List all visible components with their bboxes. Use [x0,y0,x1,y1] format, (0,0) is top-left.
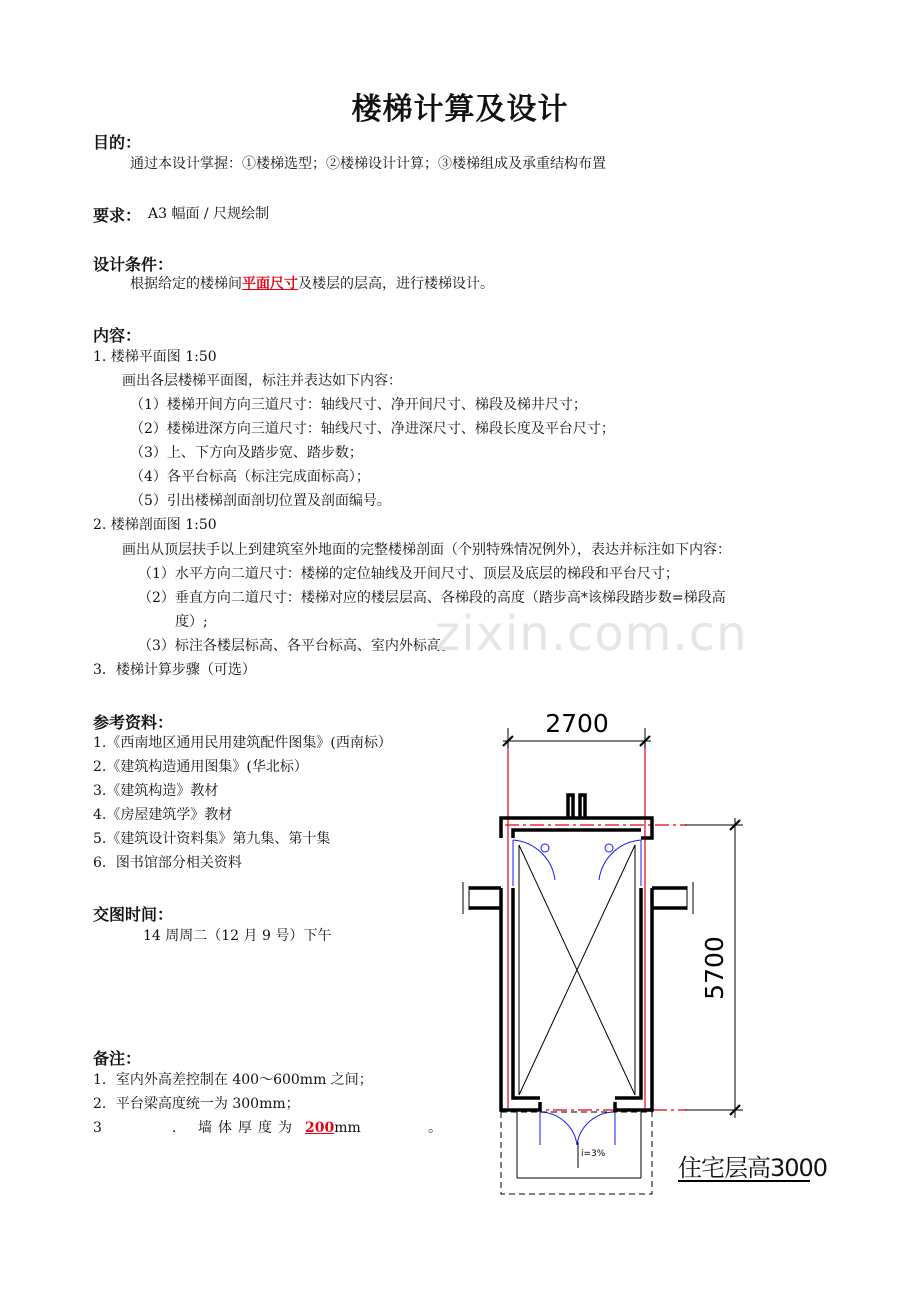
note-item: 1．室内外高差控制在 400～600mm 之间； [93,1072,373,1088]
references-heading: 参考资料： [93,713,174,732]
content-item3: 3．楼梯计算步骤（可选） [93,662,256,678]
reference-item: 2.《建筑构造通用图集》(华北标） [93,759,308,775]
deadline-text: 14 周周二（12 月 9 号）下午 [143,928,332,944]
reference-item: 6．图书馆部分相关资料 [93,855,242,871]
content-item2-sub: （1）水平方向二道尺寸：楼梯的定位轴线及开间尺寸、顶层及底层的梯段和平台尺寸； [138,566,679,582]
slope-label: i=3% [581,1149,606,1159]
content-item1-sub: （4）各平台标高（标注完成面标高）； [130,469,370,485]
conditions-highlight: 平面尺寸 [242,276,298,292]
content-item1-sub: （2）楼梯进深方向三道尺寸：轴线尺寸、净进深尺寸、梯段长度及平台尺寸； [130,421,615,437]
note-item: 2．平台梁高度统一为 300mm； [93,1096,300,1112]
note-item-3-value-line [305,1119,361,1137]
content-item1-sub: （1）楼梯开间方向三道尺寸：轴线尺寸、净开间尺寸、梯段及梯井尺寸； [130,397,587,413]
note-item-3-number: 3 [93,1120,102,1136]
content-item2-sub: （3）标注各楼层标高、各平台标高、室内外标高。 [138,638,455,654]
wall-inner-lines [463,845,693,1095]
requirement-text: A3 幅面 / 尺规绘制 [148,206,270,222]
entrance-step [517,1112,641,1178]
exterior-outline [501,1112,652,1194]
content-item1: 1. 楼梯平面图 1:50 [93,349,217,365]
requirement-heading: 要求： [93,206,142,225]
note-item-3-end: 。 [428,1120,442,1136]
content-item1-sub: （3）上、下方向及踏步宽、踏步数； [130,445,363,461]
note-item-3-text: 墙体厚度为 [198,1120,298,1136]
conditions-heading: 设计条件： [93,255,174,274]
conditions-text [130,275,494,293]
conditions-text-after: 及楼层的层高，进行楼梯设计。 [298,276,494,292]
note-item-3-dot: ． [172,1120,186,1136]
drawing-caption: 住宅层高3000 [678,1154,828,1182]
reference-item: 5.《建筑设计资料集》第九集、第十集 [93,831,331,847]
page-title: 楼梯计算及设计 [351,92,569,127]
depth-dimension: 5700 [700,936,729,1000]
wall-thickness-value: 200 [305,1120,335,1136]
content-item2-sub: 度）; [175,614,208,630]
content-item2: 2. 楼梯剖面图 1:50 [93,517,217,533]
content-heading: 内容： [93,326,142,345]
content-item2-intro: 画出从顶层扶手以上到建筑室外地面的完整楼梯剖面（个别特殊情况例外），表达并标注如下内容： [122,542,731,558]
content-item1-sub: （5）引出楼梯剖面剖切位置及剖面编号。 [130,493,391,509]
reference-item: 1.《西南地区通用民用建筑配件图集》(西南标） [93,735,392,751]
conditions-text-before: 根据给定的楼梯间 [130,276,242,292]
axis-lines [503,742,687,1110]
deadline-heading: 交图时间： [93,905,174,924]
watermark: zixin.com.cn [435,606,748,662]
reference-item: 4.《房屋建筑学》教材 [93,807,233,823]
purpose-text: 通过本设计掌握：①楼梯选型；②楼梯设计计算；③楼梯组成及承重结构布置 [130,156,606,172]
caption-underline [678,1180,810,1182]
content-item2-sub: （2）垂直方向二道尺寸：楼梯对应的楼层层高、各梯段的高度（踏步高*该梯段踏步数=梯段高 [138,590,726,606]
content-item1-intro: 画出各层楼梯平面图，标注并表达如下内容： [122,373,402,389]
wall-thickness-unit: mm [334,1120,361,1136]
notes-heading: 备注： [93,1049,142,1068]
width-dimension: 2700 [545,709,609,738]
purpose-heading: 目的： [93,133,142,152]
stair-plan-drawing [455,700,835,1210]
stair-walls [469,795,687,1110]
reference-item: 3.《建筑构造》教材 [93,783,219,799]
